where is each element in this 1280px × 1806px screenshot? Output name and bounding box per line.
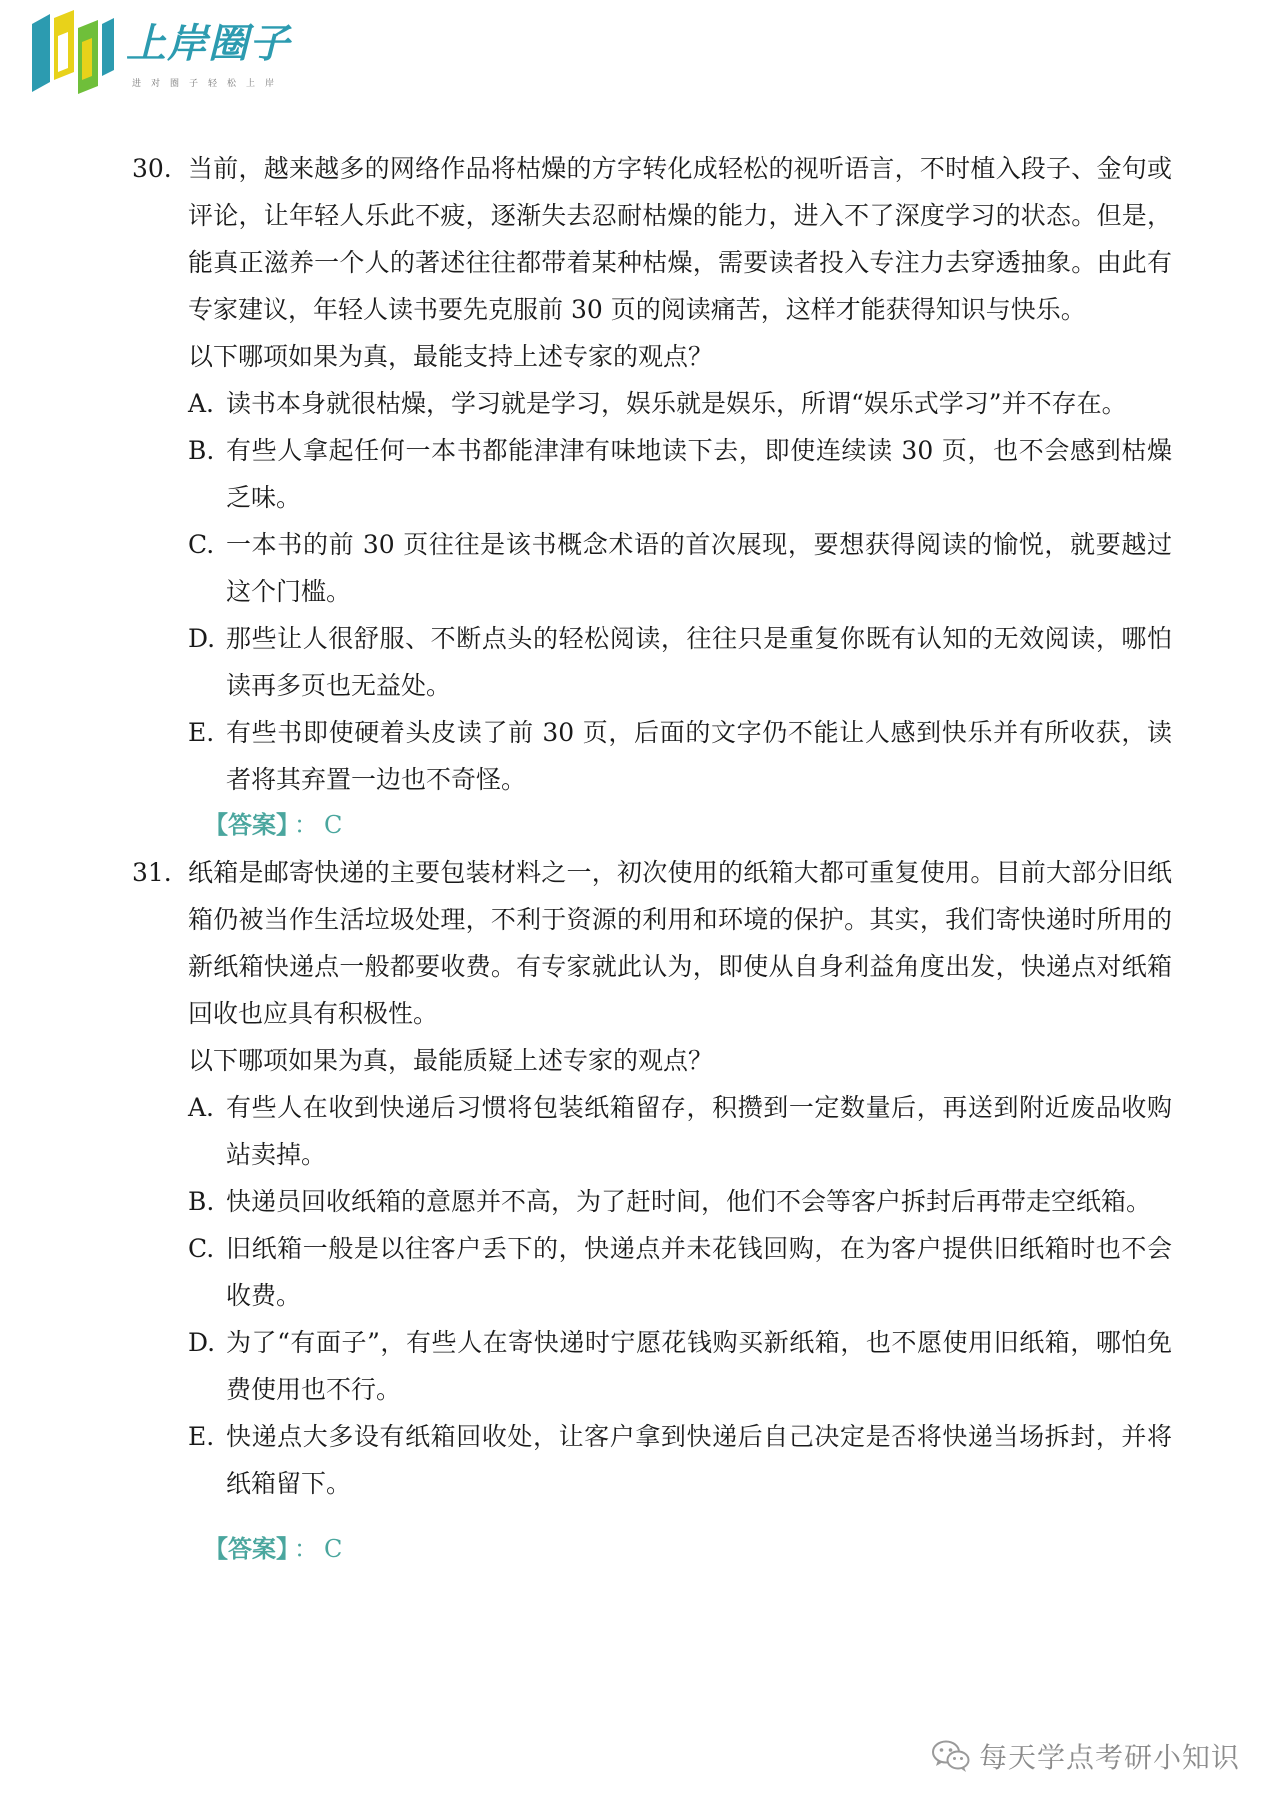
question-number: 30. (132, 154, 172, 183)
answer-label: 【答案】 (204, 811, 288, 839)
question-stem: 纸箱是邮寄快递的主要包装材料之一，初次使用的纸箱大都可重复使用。目前大部分旧纸箱仍被当作生活垃圾处理，不利于资源的利用和环境的保护。其实，我们寄快递时所用的新纸箱快递点一般都要收费。有专家就此认为，即使从自身利益角度出发，快递点对纸箱回收也应具有积极性。 (188, 858, 1172, 1028)
logo-subtitle: 进对圈子轻松上岸 (132, 79, 285, 89)
answer-label: 【答案】 (204, 1535, 288, 1563)
option-b (188, 1178, 1172, 1225)
option-letter: D. (188, 1328, 216, 1357)
option-letter: E. (188, 718, 215, 747)
option-letter: B. (188, 436, 215, 465)
option-text: 有些人在收到快递后习惯将包装纸箱留存，积攒到一定数量后，再送到附近废品收购站卖掉。 (226, 1093, 1172, 1169)
option-e (188, 709, 1172, 803)
wechat-icon (931, 1739, 971, 1773)
question-30 (132, 145, 1172, 847)
option-letter: A. (188, 389, 215, 418)
watermark-text: 每天学点考研小知识 (978, 1741, 1240, 1774)
logo-mark-icon (28, 10, 118, 96)
option-d (188, 615, 1172, 709)
brand-logo (28, 10, 328, 96)
option-text: 有些书即使硬着头皮读了前 30 页，后面的文字仍不能让人感到快乐并有所收获，读者将其弃置一边也不奇怪。 (226, 718, 1172, 794)
option-letter: B. (188, 1187, 215, 1216)
question-body (188, 145, 1172, 847)
question-number: 31. (132, 858, 172, 887)
question-prompt: 以下哪项如果为真，最能支持上述专家的观点？ (188, 342, 714, 371)
option-text: 为了“有面子”，有些人在寄快递时宁愿花钱购买新纸箱，也不愿使用旧纸箱，哪怕免费使用也不行。 (226, 1328, 1172, 1404)
option-a (188, 380, 1172, 427)
option-c (188, 1225, 1172, 1319)
watermark (931, 1734, 1240, 1778)
option-text: 快递点大多设有纸箱回收处，让客户拿到快递后自己决定是否将快递当场拆封，并将纸箱留下。 (226, 1422, 1172, 1498)
answer-separator: ： (294, 1535, 318, 1563)
option-c (188, 521, 1172, 615)
answer-value: C (324, 811, 343, 839)
option-letter: A. (188, 1093, 215, 1122)
option-text: 那些让人很舒服、不断点头的轻松阅读，往往只是重复你既有认知的无效阅读，哪怕读再多页也无益处。 (226, 624, 1172, 700)
option-letter: C. (188, 530, 215, 559)
option-letter: D. (188, 624, 216, 653)
question-31 (132, 849, 1172, 1571)
option-text: 快递员回收纸箱的意愿并不高，为了赶时间，他们不会等客户拆封后再带走空纸箱。 (226, 1187, 1152, 1216)
answer-line (204, 803, 1172, 847)
option-letter: E. (188, 1422, 215, 1451)
answer-value: C (324, 1535, 343, 1563)
question-body (188, 849, 1172, 1571)
answer-line (204, 1527, 1172, 1571)
option-text: 一本书的前 30 页往往是该书概念术语的首次展现，要想获得阅读的愉悦，就要越过这个门槛。 (226, 530, 1172, 606)
option-text: 旧纸箱一般是以往客户丢下的，快递点并未花钱回购，在为客户提供旧纸箱时也不会收费。 (226, 1234, 1172, 1310)
option-letter: C. (188, 1234, 215, 1263)
option-a (188, 1084, 1172, 1178)
logo-title: 上岸圈子 (126, 21, 290, 67)
option-text: 读书本身就很枯燥，学习就是学习，娱乐就是娱乐，所谓“娱乐式学习”并不存在。 (226, 389, 1127, 418)
document-content (132, 145, 1172, 1571)
question-stem: 当前，越来越多的网络作品将枯燥的方字转化成轻松的视听语言，不时植入段子、金句或评论，让年轻人乐此不疲，逐渐失去忍耐枯燥的能力，进入不了深度学习的状态。但是，能真正滋养一个人的著述往往都带着某种枯燥，需要读者投入专注力去穿透抽象。由此有专家建议，年轻人读书要先克服前 30 页的阅读痛苦，这样才能获得知识与快乐。 (188, 154, 1172, 324)
option-text: 有些人拿起任何一本书都能津津有味地读下去，即使连续读 30 页，也不会感到枯燥乏味。 (226, 436, 1172, 512)
question-prompt: 以下哪项如果为真，最能质疑上述专家的观点？ (188, 1046, 714, 1075)
answer-separator: ： (294, 811, 318, 839)
option-e (188, 1413, 1172, 1507)
option-d (188, 1319, 1172, 1413)
option-b (188, 427, 1172, 521)
